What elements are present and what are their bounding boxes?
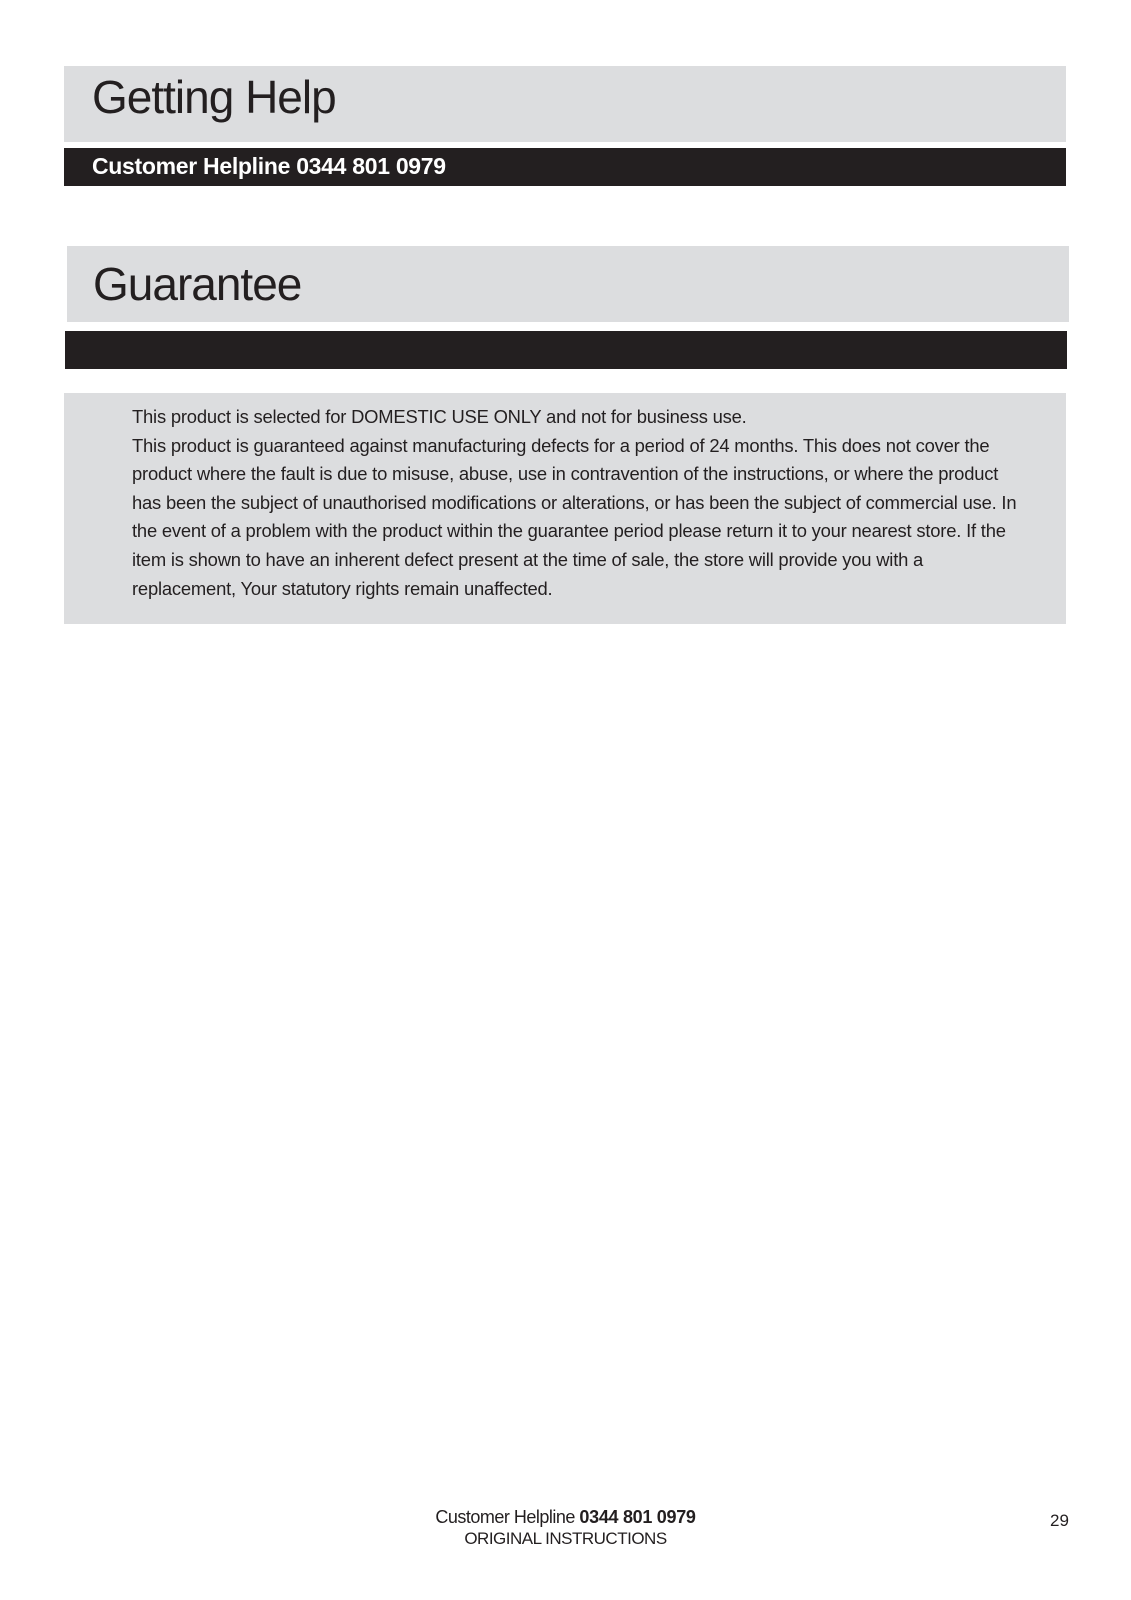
getting-help-header xyxy=(64,66,1066,142)
guarantee-terms-text: This product is guaranteed against manufacturing defects for a period of 24 months. This does not cover the product where the fault is due to misuse, abuse, use in contravention of the instructions, or where the product has been the subject of unauthorised modifications or alterations, or has been the subject of commercial use. In the event of a problem with the product within the guarantee period please return it to your nearest store. If the item is shown to have an inherent defect present at the time of sale, the store will provide you with a replacement, Your statutory rights remain unaffected. xyxy=(132,434,1017,599)
guarantee-divider-bar xyxy=(65,331,1067,369)
footer-helpline xyxy=(0,1506,1131,1528)
footer-helpline-number: 0344 801 0979 xyxy=(579,1507,696,1527)
page-footer xyxy=(0,1506,1131,1549)
guarantee-title: Guarantee xyxy=(93,258,302,310)
footer-helpline-label: Customer Helpline xyxy=(435,1507,575,1527)
footer-original-instructions: ORIGINAL INSTRUCTIONS xyxy=(464,1529,667,1548)
guarantee-domestic-use-text: This product is selected for DOMESTIC USE ONLY and not for business use. xyxy=(132,406,747,427)
helpline-bar-text: Customer Helpline 0344 801 0979 xyxy=(92,153,446,179)
guarantee-header xyxy=(67,246,1069,322)
page-number: 29 xyxy=(1050,1511,1069,1530)
guarantee-text-box xyxy=(64,393,1066,624)
helpline-bar xyxy=(64,148,1066,186)
getting-help-title: Getting Help xyxy=(92,71,336,123)
